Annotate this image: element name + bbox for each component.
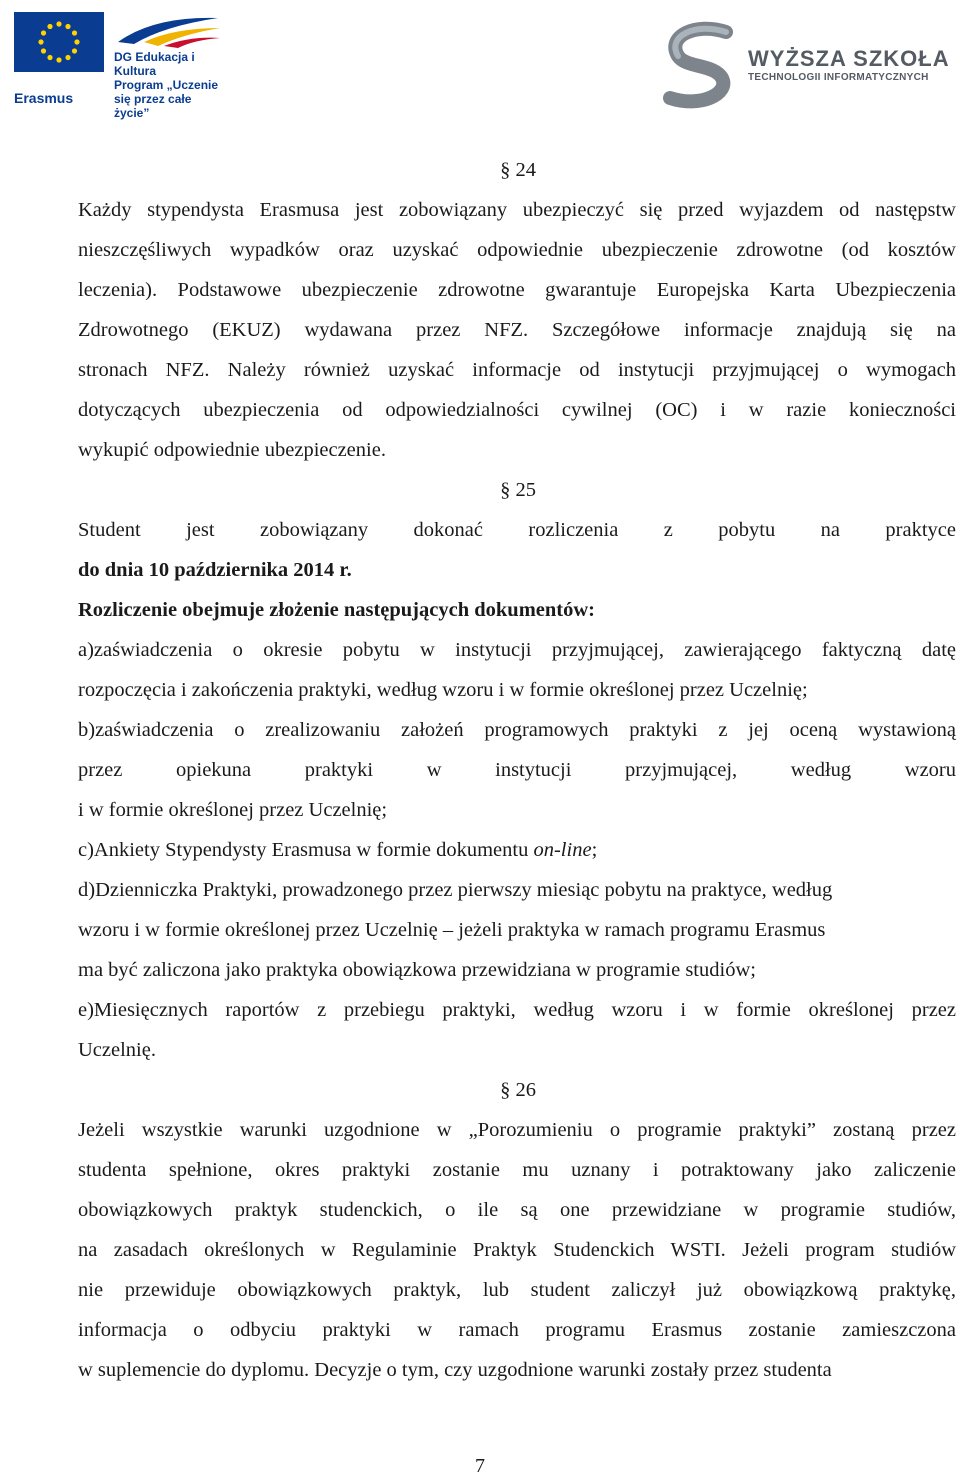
text-line: na zasadach określonych w Regulaminie Praktyk Studenckich WSTI. Jeżeli program studiów	[78, 1239, 956, 1261]
list-item-c-end: ;	[591, 839, 598, 861]
erasmus-logo	[10, 8, 230, 120]
eu-flag-icon	[14, 12, 104, 72]
page-number: 7	[475, 1455, 485, 1477]
text-line: Zdrowotnego (EKUZ) wydawana przez NFZ. Szczegółowe informacje znajdują się na	[78, 319, 956, 341]
text-line: nie przewiduje obowiązkowych praktyk, lub student zaliczył już obowiązkową praktykę,	[78, 1279, 956, 1301]
documents-intro: Rozliczenie obejmuje złożenie następujących dokumentów:	[78, 599, 595, 621]
section-24-heading: § 24	[500, 159, 536, 181]
list-item-b-cont: i w formie określonej przez Uczelnię;	[78, 799, 388, 821]
wsti-logo	[656, 18, 956, 118]
list-item-c	[78, 830, 956, 870]
text-line: studenta spełnione, okres praktyki zostanie mu uznany i potraktowany jako zaliczenie	[78, 1159, 956, 1181]
list-item-a: a)zaświadczenia o okresie pobytu w instytucji przyjmującej, zawierającego faktyczną datę	[78, 639, 956, 661]
list-item-a-cont: rozpoczęcia i zakończenia praktyki, według wzoru i w formie określonej przez Uczelnię;	[78, 679, 808, 701]
list-item-d-cont: wzoru i w formie określonej przez Uczelnię – jeżeli praktyka w ramach programu Erasmus	[78, 919, 826, 941]
document-body	[78, 150, 956, 1390]
list-item-b: b)zaświadczenia o zrealizowaniu założeń programowych praktyki z jej oceną wystawioną	[78, 719, 956, 741]
text-line: Student jest zobowiązany dokonać rozliczenia z pobytu na praktyce	[78, 519, 956, 541]
list-item-e: e)Miesięcznych raportów z przebiegu praktyki, według wzoru i w formie określonej przez	[78, 999, 956, 1021]
section-25-heading: § 25	[500, 479, 536, 501]
online-term: on-line	[533, 839, 592, 861]
list-item-b-cont: przez opiekuna praktyki w instytucji przyjmującej, według wzoru	[78, 759, 956, 781]
text-line: stronach NFZ. Należy również uzyskać informacje od instytucji przyjmującej o wymogach	[78, 359, 956, 381]
section-24-text	[78, 190, 956, 470]
wsti-subtitle: TECHNOLOGII INFORMATYCZNYCH	[748, 72, 929, 83]
text-line: Każdy stypendysta Erasmusa jest zobowiązany ubezpieczyć się przed wyjazdem od następstw	[78, 199, 956, 221]
text-line: obowiązkowych praktyk studenckich, o ile są one przewidziane w programie studiów,	[78, 1199, 956, 1221]
text-line: nieszczęśliwych wypadków oraz uzyskać odpowiednie ubezpieczenie zdrowotne (od kosztów	[78, 239, 956, 261]
wsti-title: WYŻSZA SZKOŁA	[748, 46, 950, 71]
text-line: Jeżeli wszystkie warunki uzgodnione w „Porozumieniu o programie praktyki” zostaną przez	[78, 1119, 956, 1141]
text-line: dotyczących ubezpieczenia od odpowiedzialności cywilnej (OC) i w razie konieczności	[78, 399, 956, 421]
list-item-d-cont: ma być zaliczona jako praktyka obowiązkowa przewidziana w programie studiów;	[78, 959, 756, 981]
program-line: Program „Uczenie się przez całe życie”	[114, 78, 219, 120]
deadline-text: do dnia 10 października 2014 r.	[78, 559, 352, 581]
swoosh-icon	[114, 12, 224, 48]
list-item-e-cont: Uczelnię.	[78, 1039, 156, 1061]
wsti-s-icon	[656, 18, 746, 118]
text-line: w suplemencie do dyplomu. Decyzje o tym, czy uzgodnione warunki zostały przez studenta	[78, 1359, 832, 1381]
text-line: wykupić odpowiednie ubezpieczenie.	[78, 439, 386, 461]
text-line: leczenia). Podstawowe ubezpieczenie zdrowotne gwarantuje Europejska Karta Ubezpieczenia	[78, 279, 956, 301]
dg-line: DG Edukacja i Kultura	[114, 50, 195, 78]
list-item-d: d)Dzienniczka Praktyki, prowadzonego przez pierwszy miesiąc pobytu na praktyce, według	[78, 879, 833, 901]
section-26-heading: § 26	[500, 1079, 536, 1101]
list-item-c-text: c)Ankiety Stypendysty Erasmusa w formie dokumentu	[78, 839, 534, 861]
section-25-text	[78, 510, 956, 1070]
text-line: informacja o odbyciu praktyki w ramach programu Erasmus zostanie zamieszczona	[78, 1319, 956, 1341]
erasmus-brand: Erasmus	[14, 90, 74, 106]
program-caption	[114, 50, 230, 120]
section-26-text	[78, 1110, 956, 1390]
page-header	[0, 0, 960, 120]
